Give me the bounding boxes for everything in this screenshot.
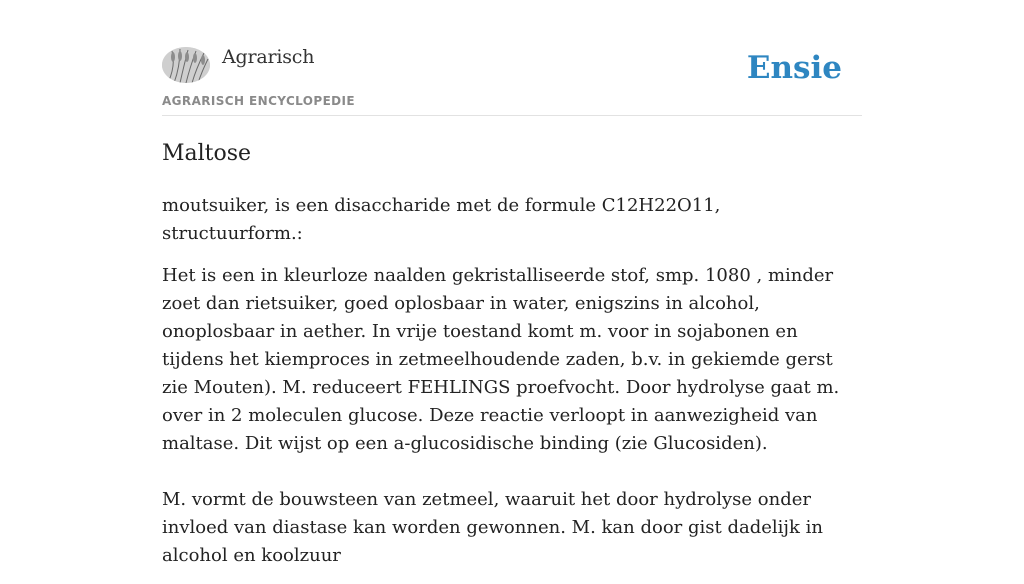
encyclopedia-subtitle: AGRARISCH ENCYCLOPEDIE	[162, 94, 355, 108]
article-body	[162, 192, 862, 584]
header-divider	[162, 115, 862, 116]
paragraph-definition: moutsuiker, is een disaccharide met de formule C12H22O11, structuurform.:	[162, 195, 721, 244]
site-header	[162, 46, 862, 116]
page-title: Maltose	[162, 141, 252, 166]
paragraph-properties: Het is een in kleurloze naalden gekristalliseerde stof, smp. 1080 , minder zoet dan rietsuiker, goed oplosbaar in water, enigszins in alcohol, onoplosbaar in aether. In vrije toestand komt m. voor in sojabonen en tijdens het kiemproces in zetmeelhoudende zaden, b.v. in gekiemde gerst zie Mouten). M. reduceert FEHLINGS proefvocht. Door hydrolyse gaat m. over in 2 moleculen glucose. Deze reactie verloopt in aanwezigheid van maltase. Dit wijst op een a-glucosidische binding (zie Glucosiden).	[162, 265, 840, 454]
wheat-icon	[162, 47, 210, 83]
category-name[interactable]: Agrarisch	[222, 46, 315, 68]
category-avatar[interactable]	[162, 47, 210, 83]
ensie-logo[interactable]: Ensie	[746, 50, 842, 86]
paragraph-starch: M. vormt de bouwsteen van zetmeel, waaruit het door hydrolyse onder invloed van diastase kan worden gewonnen. M. kan door gist dadelijk in alcohol en koolzuur	[162, 489, 823, 566]
